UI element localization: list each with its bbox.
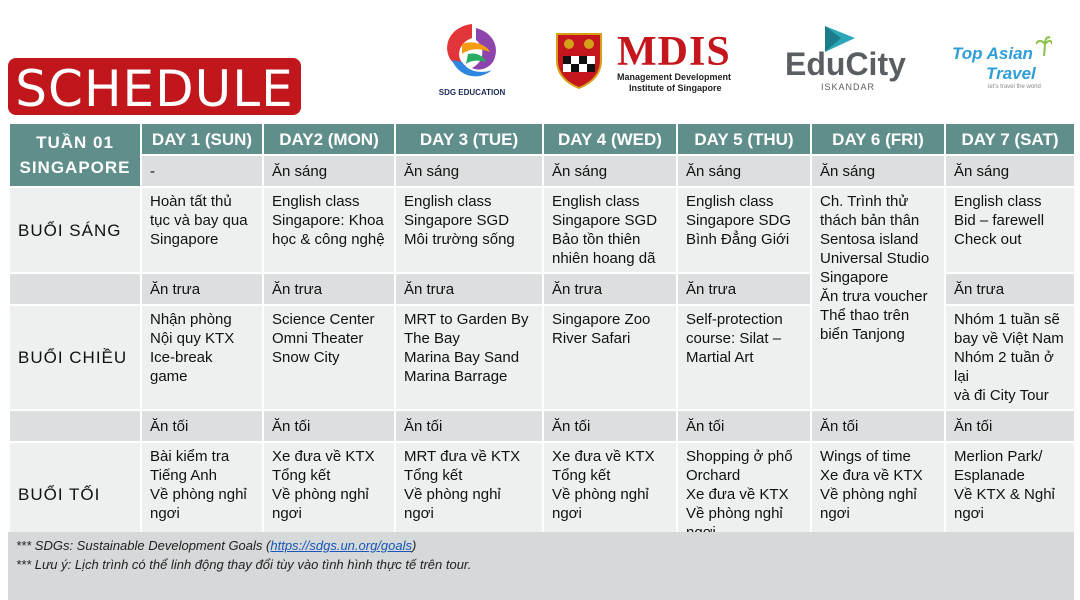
footnote-sdgs: *** SDGs: Sustainable Development Goals (https://sdgs.un.org/goals) <box>16 538 417 553</box>
week-label <box>9 123 141 187</box>
evening-cell: Shopping ở phố Orchard Xe đưa về KTX Về phòng nghỉ <box>677 442 811 547</box>
morning-cell: Hoàn tất thủ tục và bay qua Singapore <box>141 187 263 273</box>
sdg-education-caption: SDG EDUCATION <box>438 88 506 97</box>
lunch-cell: Ăn trưa <box>395 273 543 305</box>
dinner-label-empty <box>9 410 141 442</box>
tat-tagline: let's travel the world <box>988 84 1041 90</box>
lunch-cell: Ăn trưa <box>543 273 677 305</box>
mdis-logo <box>553 28 743 96</box>
day-header: DAY 7 (SAT) <box>945 123 1075 155</box>
tat-line-1: Top Asian <box>952 44 1033 63</box>
morning-row <box>9 187 1075 273</box>
schedule-table <box>8 122 1076 548</box>
lunch-cell: Ăn trưa <box>263 273 395 305</box>
afternoon-cell: MRT to Garden By The Bay Marina Bay Sand Marina Barrage <box>395 305 543 410</box>
schedule-title-banner <box>8 58 301 118</box>
week-number: TUẦN 01 <box>36 133 114 152</box>
afternoon-cell: Self-protection course: Silat – Martial Art <box>677 305 811 410</box>
breakfast-cell: Ăn sáng <box>945 155 1075 187</box>
lunch-label-empty <box>9 273 141 305</box>
dinner-cell: Ăn tối <box>677 410 811 442</box>
day6-merged-cell: Ch. Trình thử thách bản thân Sentosa island Universal Studio Singapore Ăn trưa voucher Thể thao trên biển Tanjong <box>811 187 945 410</box>
session-label-afternoon: BUỔI CHIỀU <box>9 305 141 410</box>
afternoon-cell: Singapore Zoo River Safari <box>543 305 677 410</box>
sdgs-link[interactable]: https://sdgs.un.org/goals <box>270 538 413 553</box>
session-label-morning: BUỔI SÁNG <box>9 187 141 273</box>
breakfast-cell: Ăn sáng <box>395 155 543 187</box>
educity-subtitle: ISKANDAR <box>821 82 876 92</box>
breakfast-row <box>9 155 1075 187</box>
dinner-cell: Ăn tối <box>543 410 677 442</box>
day-header-row <box>9 123 1075 155</box>
evening-cell: Xe đưa về KTX Tổng kết Về phòng nghỉ ngơi <box>263 442 395 547</box>
footnotes <box>8 532 1074 600</box>
mdis-subtitle-2: Institute of Singapore <box>629 83 722 93</box>
schedule-title: SCHEDULE <box>15 60 294 118</box>
palm-tree-icon <box>1036 36 1052 56</box>
morning-cell: English class Singapore SGD Môi trường sống <box>395 187 543 273</box>
breakfast-cell: Ăn sáng <box>811 155 945 187</box>
sdg-swirl-icon <box>432 20 512 88</box>
evening-cell: Bài kiểm tra Tiếng Anh Về phòng nghỉ ngơi <box>141 442 263 547</box>
morning-cell: English class Bid – farewell Check out <box>945 187 1075 273</box>
day-header: DAY2 (MON) <box>263 123 395 155</box>
morning-cell: English class Singapore SDG Bình Đẳng Giới <box>677 187 811 273</box>
evening-cell: Merlion Park/ Esplanade Về KTX & Nghỉ ngơi <box>945 442 1075 547</box>
mdis-wordmark: MDIS <box>617 29 731 75</box>
educity-wordmark: EduCity <box>785 46 906 82</box>
dinner-cell: Ăn tối <box>811 410 945 442</box>
top-asian-travel-logo <box>950 36 1060 96</box>
educity-logo <box>785 24 905 94</box>
day-header: DAY 3 (TUE) <box>395 123 543 155</box>
day-header: DAY 4 (WED) <box>543 123 677 155</box>
afternoon-cell: Nhận phòng Nội quy KTX Ice-break game <box>141 305 263 410</box>
day-header: DAY 5 (THU) <box>677 123 811 155</box>
lunch-cell: Ăn trưa <box>677 273 811 305</box>
dinner-cell: Ăn tối <box>141 410 263 442</box>
sdg-education-logo <box>432 20 512 100</box>
header <box>0 0 1080 122</box>
lunch-cell: Ăn trưa <box>141 273 263 305</box>
evening-cell: MRT đưa về KTX Tổng kết Về phòng nghỉ ngơi <box>395 442 543 547</box>
evening-cell: Xe đưa về KTX Tổng kết Về phòng nghỉ ngơi <box>543 442 677 547</box>
day-header: DAY 6 (FRI) <box>811 123 945 155</box>
dinner-cell: Ăn tối <box>263 410 395 442</box>
morning-cell: English class Singapore: Khoa học & công nghệ <box>263 187 395 273</box>
breakfast-cell: Ăn sáng <box>677 155 811 187</box>
footnote-disclaimer: *** Lưu ý: Lịch trình có thể linh động thay đổi tùy vào tình hình thực tế trên tour. <box>16 557 472 572</box>
mdis-subtitle-1: Management Development <box>617 72 732 82</box>
afternoon-cell-highlight: Nhóm 1 tuần sẽ bay về Việt Nam Nhóm 2 tuần ở lại và đi City Tour <box>945 305 1075 410</box>
breakfast-cell: Ăn sáng <box>543 155 677 187</box>
dinner-row <box>9 410 1075 442</box>
day-header: DAY 1 (SUN) <box>141 123 263 155</box>
week-location: SINGAPORE <box>19 158 131 177</box>
dinner-cell: Ăn tối <box>945 410 1075 442</box>
dinner-cell: Ăn tối <box>395 410 543 442</box>
tat-line-2: Travel <box>986 64 1036 83</box>
session-label-evening: BUỔI TỐI <box>9 442 141 547</box>
breakfast-cell: Ăn sáng <box>263 155 395 187</box>
breakfast-cell: - <box>141 155 263 187</box>
evening-cell: Wings of time Xe đưa về KTX Về phòng nghỉ ngơi <box>811 442 945 547</box>
lunch-cell: Ăn trưa <box>945 273 1075 305</box>
morning-cell: English class Singapore SGD Bảo tồn thiên nhiên hoang dã <box>543 187 677 273</box>
afternoon-cell: Science Center Omni Theater Snow City <box>263 305 395 410</box>
mdis-crest-icon <box>553 30 605 90</box>
